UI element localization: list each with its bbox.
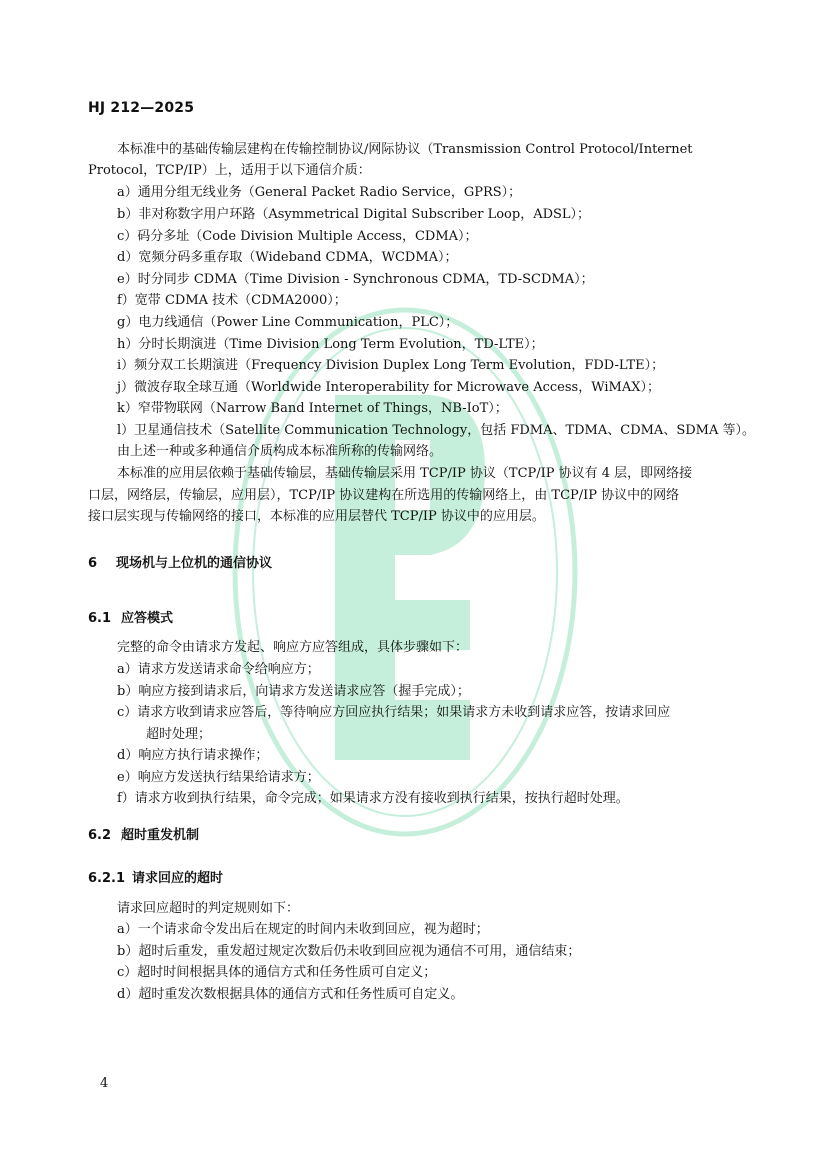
list-item: i）频分双工长期演进（Frequency Division Duplex Long Term Evolution，FDD-LTE）； (117, 358, 665, 373)
list-item: f）请求方收到执行结果，命令完成；如果请求方没有接收到执行结果，按执行超时处理。 (117, 791, 629, 806)
subsubsection-heading (88, 867, 223, 886)
list-item: f）宽带 CDMA 技术（CDMA2000）； (117, 293, 347, 308)
section-number: 6.2 (88, 828, 112, 843)
section-heading (88, 552, 272, 571)
answer-intro: 完整的命令由请求方发起、响应方应答组成，具体步骤如下： (117, 640, 469, 655)
standard-code: HJ 212—2025 (88, 100, 195, 116)
list-item: d）宽频分码多重存取（Wideband CDMA，WCDMA）； (117, 250, 458, 265)
list-item-continuation: 超时处理； (146, 727, 212, 742)
section-number: 6.2.1 (88, 871, 126, 886)
list-item: e）响应方发送执行结果给请求方； (117, 770, 320, 785)
list-item: j）微波存取全球互通（Worldwide Interoperability for Microwave Access，WiMAX）； (117, 380, 660, 395)
list-item: g）电力线通信（Power Line Communication，PLC）； (117, 315, 459, 330)
media-summary: 由上述一种或多种通信介质构成本标准所称的传输网络。 (117, 444, 443, 459)
list-item: b）非对称数字用户环路（Asymmetrical Digital Subscriber Loop，ADSL）； (117, 207, 591, 222)
list-item: a）通用分组无线业务（General Packet Radio Service，GPRS）； (117, 185, 522, 200)
app-layer-line-1: 本标准的应用层依赖于基础传输层，基础传输层采用 TCP/IP 协议（TCP/IP 协议有 4 层，即网络接 (117, 466, 693, 481)
app-layer-line-3: 接口层实现与传输网络的接口，本标准的应用层替代 TCP/IP 协议中的应用层。 (88, 509, 545, 524)
list-item: a）请求方发送请求命令给响应方； (117, 662, 320, 677)
subsection-heading (88, 607, 173, 626)
section-title: 现场机与上位机的通信协议 (116, 556, 273, 571)
list-item: e）时分同步 CDMA（Time Division - Synchronous CDMA，TD-SCDMA）； (117, 272, 594, 287)
list-item: c）请求方收到请求应答后，等待响应方回应执行结果；如果请求方未收到请求应答，按请求回应 (117, 705, 671, 720)
subsection-heading (88, 824, 199, 843)
section-title: 请求回应的超时 (132, 871, 224, 886)
page-number: 4 (100, 1076, 109, 1091)
app-layer-line-2: 口层，网络层，传输层，应用层），TCP/IP 协议建构在所选用的传输网络上，由 TCP/IP 协议中的网络 (88, 488, 680, 503)
timeout-intro: 请求回应超时的判定规则如下： (117, 901, 300, 916)
section-number: 6.1 (88, 611, 112, 626)
section-title: 超时重发机制 (121, 828, 200, 843)
list-item: k）窄带物联网（Narrow Band Internet of Things，NB-IoT）； (117, 401, 508, 416)
list-item: d）响应方执行请求操作； (117, 748, 269, 763)
list-item: b）响应方接到请求后，向请求方发送请求应答（握手完成）； (117, 684, 470, 699)
intro-line-1: 本标准中的基础传输层建构在传输控制协议/网际协议（Transmission Control Protocol/Internet (117, 142, 693, 157)
list-item: c）码分多址（Code Division Multiple Access，CDMA）； (117, 229, 478, 244)
section-title: 应答模式 (121, 611, 174, 626)
list-item: l）卫星通信技术（Satellite Communication Technology，包括 FDMA、TDMA、CDMA、SDMA 等）。 (117, 423, 755, 438)
list-item: d）超时重发次数根据具体的通信方式和任务性质可自定义。 (117, 987, 464, 1002)
intro-line-2: Protocol，TCP/IP）上，适用于以下通信介质： (88, 163, 371, 178)
list-item: h）分时长期演进（Time Division Long Term Evolution，TD-LTE）； (117, 337, 544, 352)
list-item: b）超时后重发，重发超过规定次数后仍未收到回应视为通信不可用，通信结束； (117, 944, 581, 959)
section-number: 6 (88, 556, 98, 571)
list-item: c）超时时间根据具体的通信方式和任务性质可自定义； (117, 965, 437, 980)
list-item: a）一个请求命令发出后在规定的时间内未收到回应，视为超时； (117, 922, 489, 937)
